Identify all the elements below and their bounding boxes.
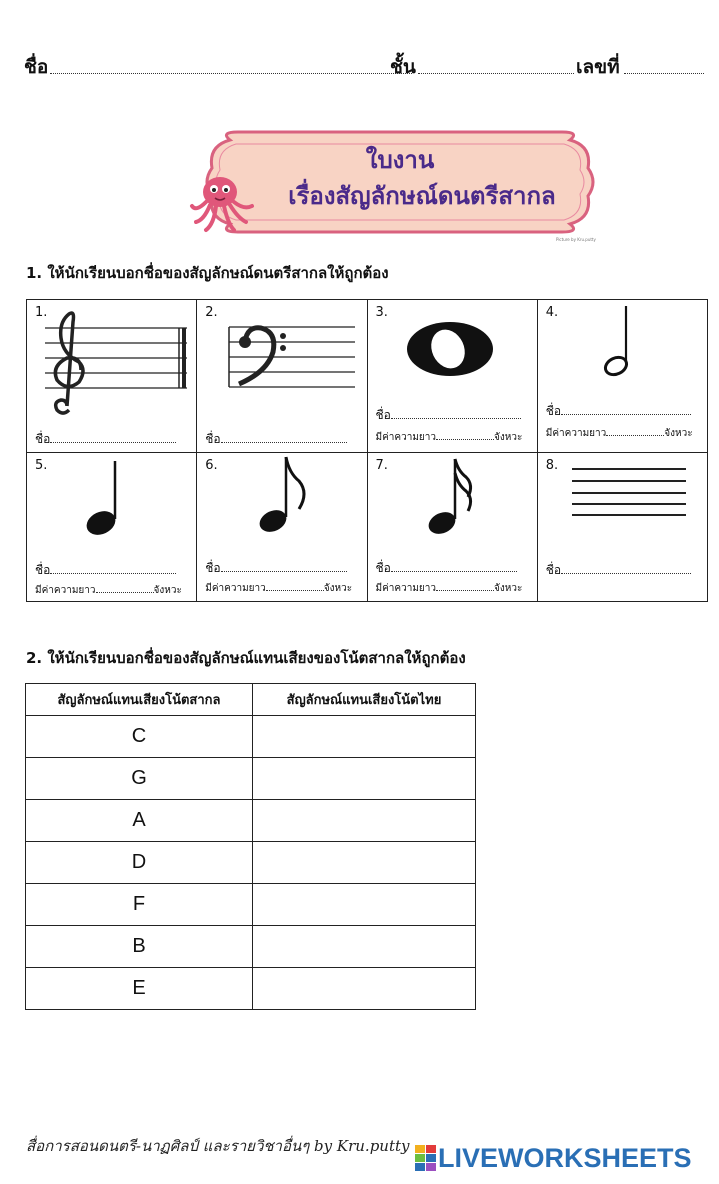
answer-field-2[interactable] xyxy=(221,432,347,443)
answer-cell[interactable] xyxy=(253,884,476,926)
table-row xyxy=(26,758,476,800)
symbol-cell-6 xyxy=(197,453,367,602)
class-label: ชั้น xyxy=(390,56,416,78)
duration-suffix: จังหวะ xyxy=(664,428,693,439)
table-row xyxy=(26,842,476,884)
col-header-thai: สัญลักษณ์แทนเสียงโน้ตไทย xyxy=(253,684,476,716)
name-prefix: ชื่อ xyxy=(545,563,562,577)
section2-title: 2. ให้นักเรียนบอกชื่อของสัญลักษณ์แทนเสียงของโน้ตสากลให้ถูกต้อง xyxy=(26,649,466,667)
section1-title: 1. ให้นักเรียนบอกชื่อของสัญลักษณ์ดนตรีสากลให้ถูกต้อง xyxy=(26,264,389,282)
duration-prefix: มีค่าความยาว xyxy=(375,432,436,443)
cell-number: 6. xyxy=(205,458,218,473)
duration-prefix: มีค่าความยาว xyxy=(545,428,607,439)
liveworksheets-wordmark: LIVEWORKSHEETS xyxy=(438,1142,692,1173)
table-row xyxy=(26,884,476,926)
name-prefix: ชื่อ xyxy=(375,408,391,422)
class-field[interactable] xyxy=(418,59,574,74)
cell-number: 8. xyxy=(545,458,559,473)
banner-title-line1: ใบงาน xyxy=(365,146,435,174)
name-field[interactable] xyxy=(50,59,412,74)
answer-cell[interactable] xyxy=(253,800,476,842)
symbol-cell-3 xyxy=(367,300,537,453)
cell-number: 3. xyxy=(375,305,388,320)
duration-prefix: มีค่าความยาว xyxy=(35,585,96,596)
eighth-note-icon xyxy=(197,453,367,602)
liveworksheets-blocks-icon xyxy=(414,1143,438,1173)
note-letter: E xyxy=(26,968,253,1010)
banner-title-line2: เรื่องสัญลักษณ์ดนตรีสากล xyxy=(288,182,556,210)
answer-field-6[interactable] xyxy=(221,561,347,572)
answer-field-5[interactable] xyxy=(50,563,176,574)
col-header-international: สัญลักษณ์แทนเสียงโน้ตสากล xyxy=(26,684,253,716)
answer-field-3[interactable] xyxy=(391,408,521,419)
answer-cell[interactable] xyxy=(253,926,476,968)
answer-field-7[interactable] xyxy=(391,561,517,572)
liveworksheets-logo[interactable] xyxy=(414,1140,692,1176)
answer-field-8[interactable] xyxy=(561,563,691,574)
name-prefix: ชื่อ xyxy=(545,404,562,418)
banner-credit: Picture by Kru.putty xyxy=(556,237,596,242)
cell-number: 4. xyxy=(545,305,559,320)
name-prefix: ชื่อ xyxy=(35,432,51,446)
duration-field-3[interactable] xyxy=(436,431,494,440)
note-letter: B xyxy=(26,926,253,968)
note-letter: F xyxy=(26,884,253,926)
duration-prefix: มีค่าความยาว xyxy=(205,583,266,594)
table-row xyxy=(26,716,476,758)
cell-number: 5. xyxy=(35,458,48,473)
answer-field-1[interactable] xyxy=(50,432,176,443)
table-row xyxy=(26,800,476,842)
duration-suffix: จังหวะ xyxy=(323,583,353,594)
name-prefix: ชื่อ xyxy=(375,561,391,575)
sixteenth-note-icon xyxy=(368,453,538,602)
answer-field-4[interactable] xyxy=(561,404,691,415)
note-letter: G xyxy=(26,758,253,800)
duration-suffix: จังหวะ xyxy=(494,432,523,443)
name-prefix: ชื่อ xyxy=(35,563,51,577)
cell-number: 7. xyxy=(375,458,388,473)
note-letter: D xyxy=(26,842,253,884)
answer-cell[interactable] xyxy=(253,716,476,758)
duration-suffix: จังหวะ xyxy=(153,585,182,596)
symbol-grid xyxy=(26,299,708,602)
answer-cell[interactable] xyxy=(253,968,476,1010)
duration-prefix: มีค่าความยาว xyxy=(375,583,436,594)
note-table xyxy=(25,683,476,1010)
symbol-cell-8 xyxy=(537,453,707,602)
footer-credit: สื่อการสอนดนตรี-นาฏศิลป์ และรายวิชาอื่นๆ by Kru.putty xyxy=(26,1137,410,1155)
table-row xyxy=(26,926,476,968)
name-prefix: ชื่อ xyxy=(205,561,221,575)
number-label: เลขที่ xyxy=(576,56,620,78)
number-field[interactable] xyxy=(624,59,704,74)
symbol-cell-4 xyxy=(537,300,707,453)
note-letter: C xyxy=(26,716,253,758)
duration-field-6[interactable] xyxy=(266,582,324,591)
symbol-cell-5 xyxy=(27,453,197,602)
answer-cell[interactable] xyxy=(253,758,476,800)
table-row xyxy=(26,968,476,1010)
duration-field-4[interactable] xyxy=(606,427,664,436)
student-info-header xyxy=(24,52,706,82)
name-label: ชื่อ xyxy=(24,56,49,78)
name-prefix: ชื่อ xyxy=(205,432,221,446)
cell-number: 2. xyxy=(205,305,218,320)
symbol-cell-2 xyxy=(197,300,367,453)
symbol-cell-1 xyxy=(27,300,197,453)
note-letter: A xyxy=(26,800,253,842)
duration-suffix: จังหวะ xyxy=(494,583,523,594)
duration-field-7[interactable] xyxy=(436,582,494,591)
duration-field-5[interactable] xyxy=(96,584,154,593)
title-banner xyxy=(200,128,600,242)
answer-cell[interactable] xyxy=(253,842,476,884)
cell-number: 1. xyxy=(35,305,48,320)
symbol-cell-7 xyxy=(367,453,537,602)
